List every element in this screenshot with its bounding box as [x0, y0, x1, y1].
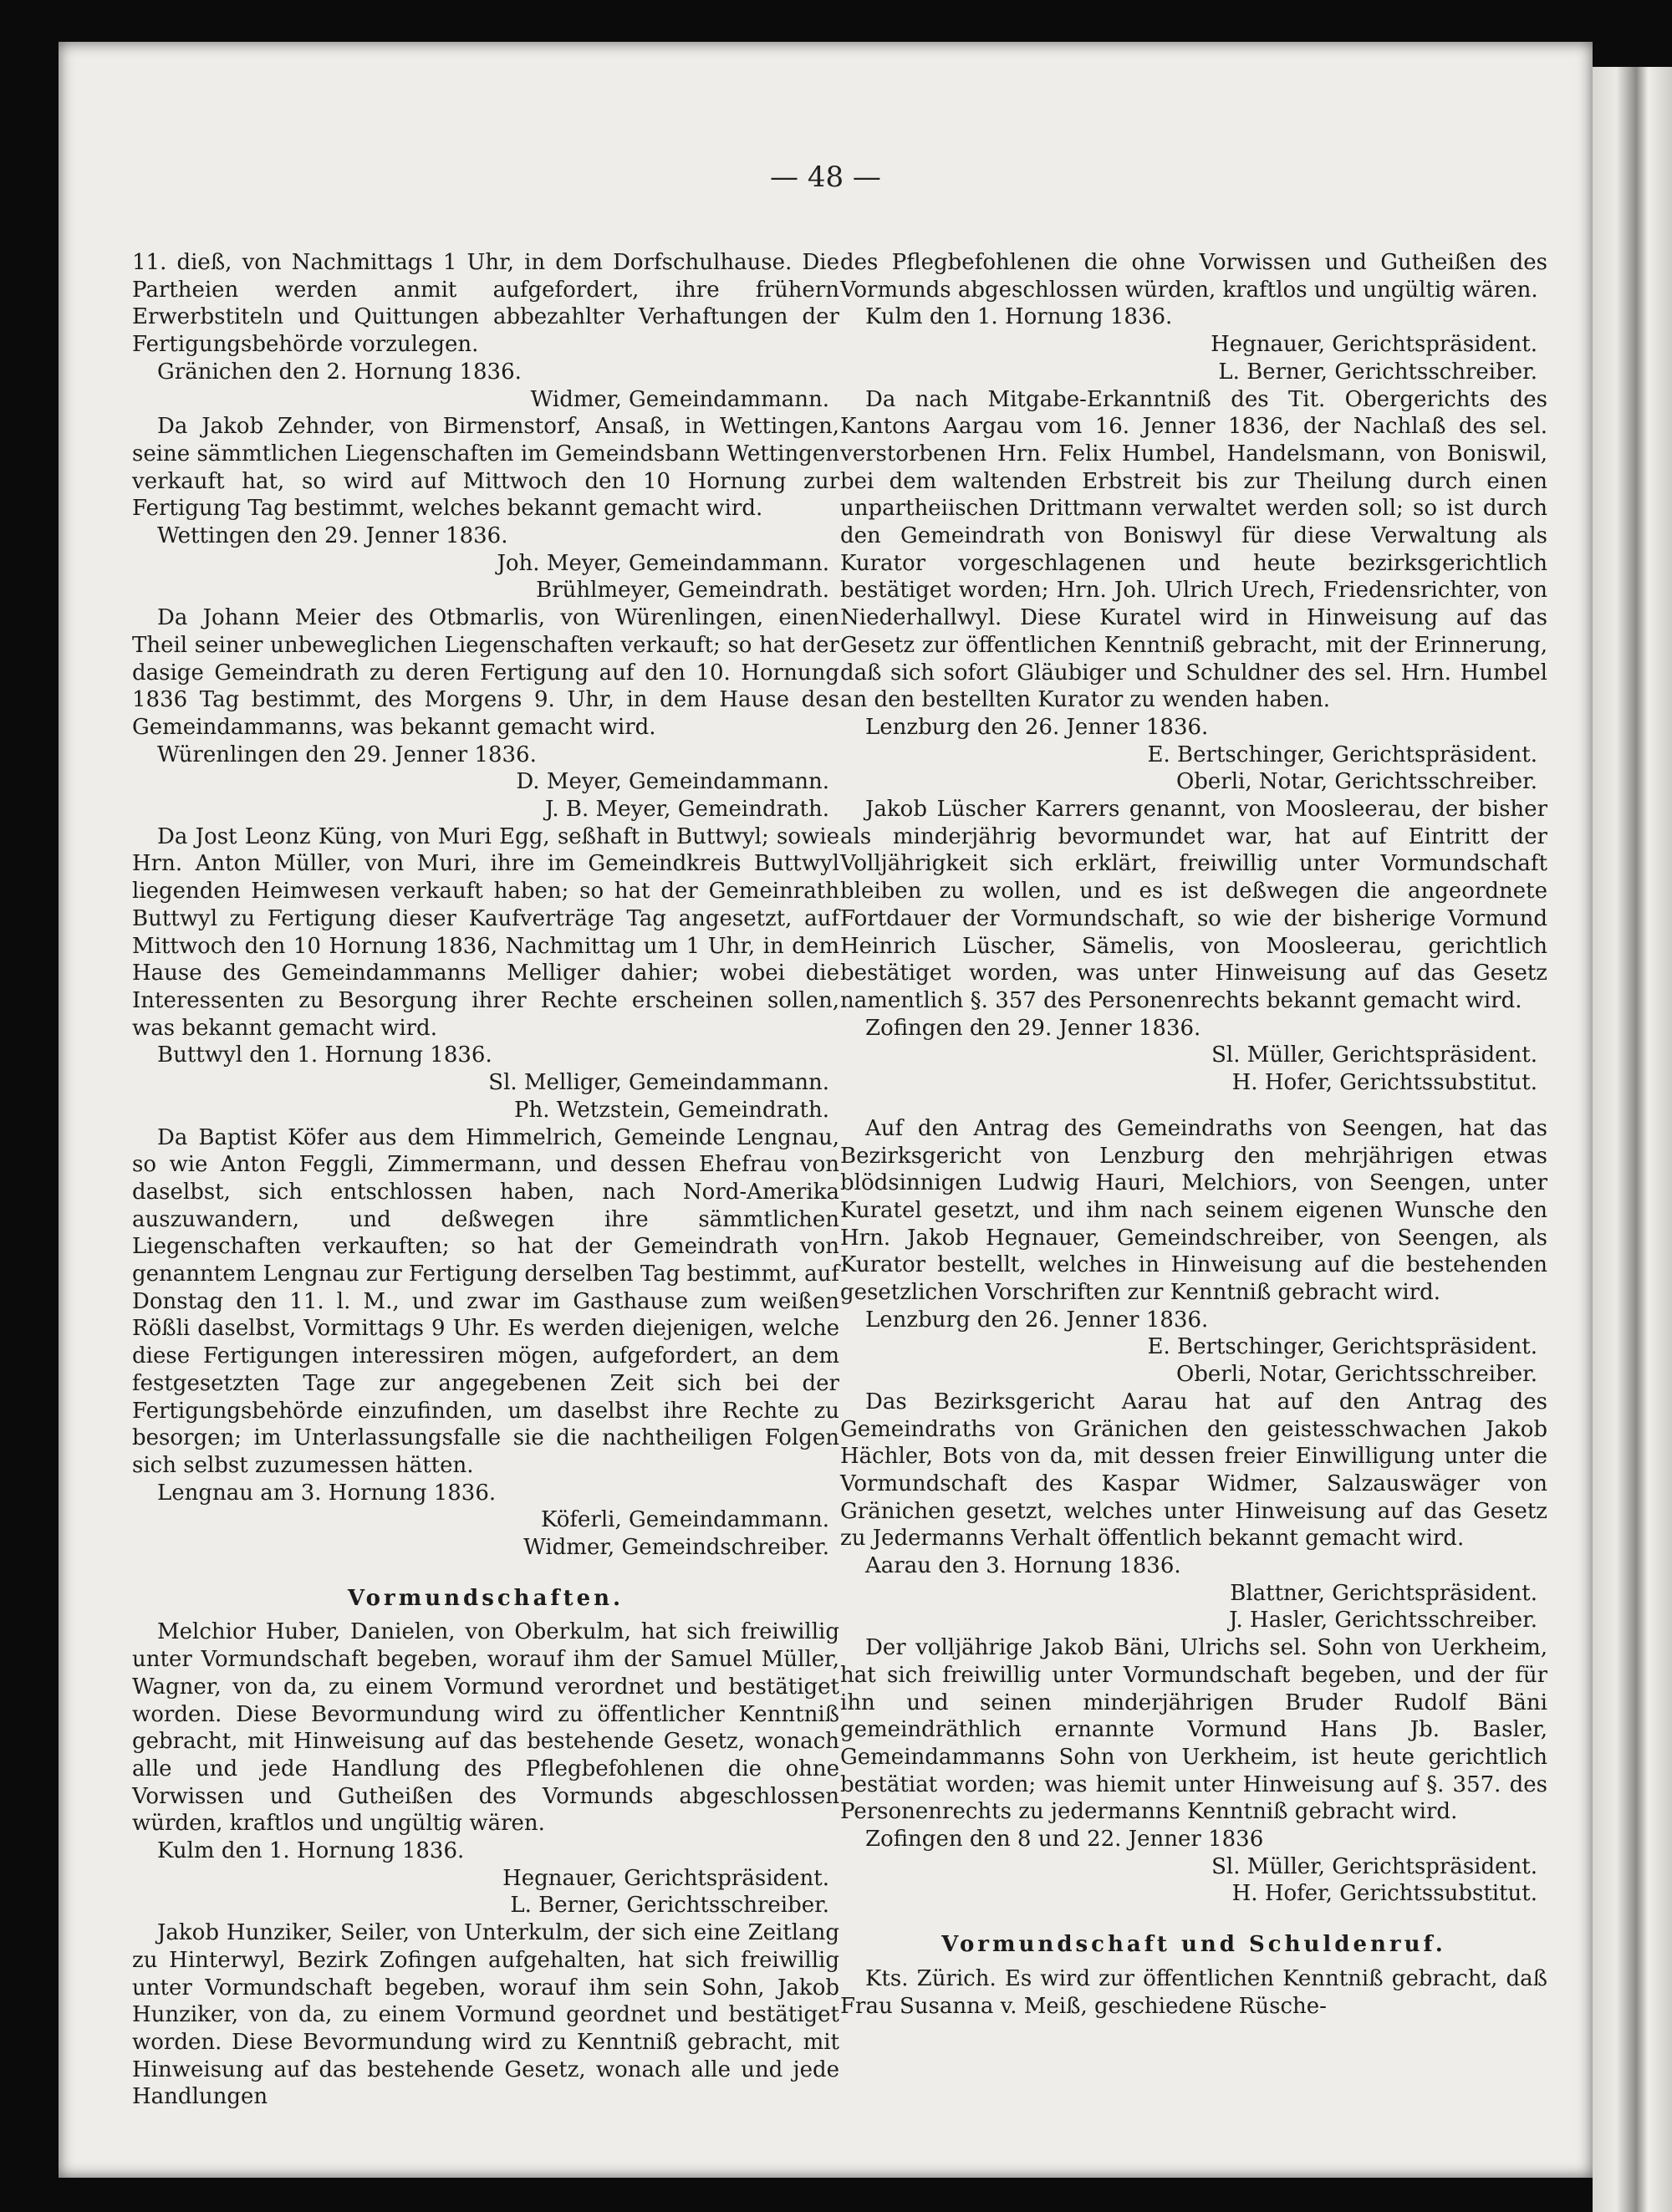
- notice-date: Wettingen den 29. Jenner 1836.: [157, 523, 508, 549]
- notice-signature: H. Hofer, Gerichtssubstitut.: [1231, 1881, 1537, 1907]
- spacer: [840, 1097, 1547, 1115]
- notice-signature: E. Bertschinger, Gerichtspräsident.: [1147, 742, 1537, 767]
- notice-signature: Hegnauer, Gerichtspräsident.: [502, 1865, 829, 1891]
- right-column: [840, 249, 1547, 2020]
- notice-paragraph: Jakob Lüscher Karrers genannt, von Moosleerau, der bisher als minderjährig bevormundet war, hat auf Eintritt der Volljährigkeit sich erklärt, freiwillig unter Vormundschaft bleiben zu wollen, und es ist deßwegen die angeordnete Fortdauer der Vormundschaft, so wie der bisherige Vormund Heinrich Lüscher, Sämelis, von Moosleerau, gerichtlich bestätiget worden, was unter Hinweisung auf das Gesetz namentlich §. 357 des Personenrechts bekannt gemacht wird.: [840, 797, 1547, 1013]
- notice-signature: Oberli, Notar, Gerichtsschreiber.: [1175, 769, 1537, 795]
- notice-signature: Köferli, Gemeindammann.: [541, 1507, 829, 1533]
- notice-date: Gränichen den 2. Hornung 1836.: [157, 359, 522, 385]
- notice-date: Kulm den 1. Hornung 1836.: [157, 1838, 465, 1864]
- notice-date: Buttwyl den 1. Hornung 1836.: [157, 1042, 492, 1068]
- page-edge: [1593, 67, 1672, 2212]
- notice-paragraph: Da Jakob Zehnder, von Birmenstorf, Ansaß, in Wettingen, seine sämmtlichen Liegenschaften im Gemeindsbann Wettingen verkauft hat, so wird auf Mittwoch den 10 Hornung zur Fertigung Tag bestimmt, welches bekannt gemacht wird.: [132, 414, 839, 522]
- notice-date: Lengnau am 3. Hornung 1836.: [157, 1480, 497, 1506]
- document-page: [59, 42, 1593, 2178]
- notice-date: Zofingen den 8 und 22. Jenner 1836: [865, 1827, 1264, 1853]
- notice-signature: J. B. Meyer, Gemeindrath.: [544, 797, 829, 823]
- notice-date: Würenlingen den 29. Jenner 1836.: [157, 742, 537, 767]
- notice-signature: Widmer, Gemeindschreiber.: [523, 1535, 829, 1561]
- notice-signature: L. Berner, Gerichtsschreiber.: [1218, 359, 1537, 385]
- notice-date: Kulm den 1. Hornung 1836.: [865, 304, 1173, 330]
- notice-signature: D. Meyer, Gemeindammann.: [516, 769, 829, 795]
- notice-paragraph: Das Bezirksgericht Aarau hat auf den Antrag des Gemeindraths von Gränichen den geistesschwachen Jakob Hächler, Bots von da, mit dessen freier Einwilligung unter die Vormundschaft des Kaspar Widmer, Salzauswäger von Gränichen gesetzt, welches unter Hinweisung auf das Gesetz zu Jedermanns Verhalt öffentlich bekannt gemacht wird.: [840, 1389, 1547, 1552]
- notice-signature: Ph. Wetzstein, Gemeindrath.: [514, 1097, 829, 1123]
- section-heading: Vormundschaften.: [347, 1585, 624, 1611]
- notice-paragraph: Da nach Mitgabe-Erkanntniß des Tit. Obergerichts des Kantons Aargau vom 16. Jenner 1836, der Nachlaß des sel. verstorbenen Hrn. Felix Humbel, Handelsmann, von Boniswil, bei dem waltenden Erbstreit bis zur Theilung durch einen unpartheiischen Drittmann verwaltet werden soll; so ist durch den Gemeindrath von Boniswyl für diese Verwaltung als Kurator vorgeschlagenen und heute bezirksgerichtlich bestätiget worden; Hrn. Joh. Ulrich Urech, Friedensrichter, von Niederhallwyl. Diese Kuratel wird in Hinweisung auf das Gesetz zur öffentlichen Kenntniß gebracht, mit der Erinnerung, daß sich sofort Gläubiger und Schuldner des sel. Hrn. Humbel an den bestellten Kurator zu wenden haben.: [840, 386, 1547, 713]
- notice-paragraph: Da Jost Leonz Küng, von Muri Egg, seßhaft in Buttwyl; sowie Hrn. Anton Müller, von Muri, ihre im Gemeindkreis Buttwyl liegenden Heimwesen verkauft haben; so hat der Gemeinrath Buttwyl zu Fertigung dieser Kaufverträge Tag angesetzt, auf Mittwoch den 10 Hornung 1836, Nachmittag um 1 Uhr, in dem Hause des Gemeindammanns Melliger dahier; wobei die Interessenten zu Besorgung ihrer Rechte erscheinen sollen, was bekannt gemacht wird.: [132, 823, 839, 1041]
- notice-paragraph: Da Johann Meier des Otbmarlis, von Würenlingen, einen Theil seiner unbeweglichen Liegenschaften verkauft; so hat der dasige Gemeindrath zu deren Fertigung auf den 10. Hornung 1836 Tag bestimmt, des Morgens 9. Uhr, in dem Hause des Gemeindammanns, was bekannt gemacht wird.: [132, 605, 839, 740]
- notice-signature: Widmer, Gemeindammann.: [530, 386, 829, 412]
- notice-paragraph: Auf den Antrag des Gemeindraths von Seengen, hat das Bezirksgericht von Lenzburg den mehrjährigen etwas blödsinnigen Ludwig Hauri, Melchiors, von Seengen, unter Kuratel gesetzt, und ihm nach seinem eigenen Wunsche den Hrn. Jakob Hegnauer, Gemeindschreiber, von Seengen, als Kurator bestellt, welches in Hinweisung auf die bestehenden gesetzlichen Vorschriften zur Kenntniß gebracht wird.: [840, 1115, 1547, 1306]
- notice-signature: Sl. Müller, Gerichtspräsident.: [1211, 1853, 1537, 1879]
- section-heading: Vormundschaft und Schuldenruf.: [941, 1932, 1446, 1958]
- notice-date: Aarau den 3. Hornung 1836.: [865, 1553, 1181, 1579]
- notice-intro: 11. dieß, von Nachmittags 1 Uhr, in dem Dorfschulhause. Die Partheien werden anmit aufgefordert, ihre frühern Erwerbstiteln und Quittungen abbezahlter Verhaftungen der Fertigungsbehörde vorzulegen.: [132, 250, 839, 358]
- notice-signature: H. Hofer, Gerichtssubstitut.: [1231, 1070, 1537, 1096]
- notice-signature: Blattner, Gerichtspräsident.: [1230, 1580, 1537, 1606]
- notice-paragraph: Jakob Hunziker, Seiler, von Unterkulm, der sich eine Zeitlang zu Hinterwyl, Bezirk Zofingen aufgehalten, hat sich freiwillig unter Vormundschaft begeben, worauf ihm sein Sohn, Jakob Hunziker, von da, zu einem Vormund geordnet und bestätiget worden. Diese Bevormundung wird zu Kenntniß gebracht, mit Hinweisung auf das bestehende Gesetz, wonach alle und jede Handlungen: [132, 1920, 839, 2110]
- notice-paragraph: Melchior Huber, Danielen, von Oberkulm, hat sich freiwillig unter Vormundschaft begeben, worauf ihm der Samuel Müller, Wagner, von da, zu einem Vormund verordnet und bestätiget worden. Diese Bevormundung wird zu öffentlicher Kenntniß gebracht, mit Hinweisung auf das bestehende Gesetz, wonach alle und jede Handlung des Pflegbefohlenen die ohne Vorwissen und Gutheißen des Vormunds abgeschlossen würden, kraftlos und ungültig wären.: [132, 1619, 839, 1837]
- left-column: [132, 249, 839, 2111]
- notice-signature: Hegnauer, Gerichtspräsident.: [1211, 332, 1537, 358]
- notice-date: Lenzburg den 26. Jenner 1836.: [865, 1307, 1209, 1333]
- notice-signature: Joh. Meyer, Gemeindammann.: [497, 550, 829, 576]
- notice-date: Lenzburg den 26. Jenner 1836.: [865, 714, 1209, 740]
- notice-signature: Oberli, Notar, Gerichtsschreiber.: [1175, 1362, 1537, 1388]
- notice-signature: J. Hasler, Gerichtsschreiber.: [1229, 1608, 1537, 1634]
- notice-date: Zofingen den 29. Jenner 1836.: [865, 1015, 1201, 1041]
- notice-paragraph: des Pflegbefohlenen die ohne Vorwissen und Gutheißen des Vormunds abgeschlossen würden, kraftlos und ungültig wären.: [840, 250, 1547, 303]
- notice-signature: E. Bertschinger, Gerichtspräsident.: [1147, 1334, 1537, 1360]
- notice-signature: Brühlmeyer, Gemeindrath.: [536, 578, 829, 604]
- notice-paragraph: Da Baptist Köfer aus dem Himmelrich, Gemeinde Lengnau, so wie Anton Feggli, Zimmermann, und dessen Ehefrau von daselbst, sich entschlossen haben, nach Nord-Amerika auszuwandern, und deßwegen ihre sämmtlichen Liegenschaften verkauften; so hat der Gemeindrath von genanntem Lengnau zur Fertigung derselben Tag bestimmt, auf Donstag den 11. l. M., und zwar im Gasthause zum weißen Rößli daselbst, Vormittags 9 Uhr. Es werden diejenigen, welche diese Fertigungen interessiren mögen, aufgefordert, an dem festgesetzten Tage zur angegebenen Zeit sich bei der Fertigungsbehörde einzufinden, um daselbst ihre Rechte zu besorgen; im Unterlassungsfalle sie die nachtheiligen Folgen sich selbst zuzumessen hätten.: [132, 1124, 839, 1478]
- notice-paragraph: Der volljährige Jakob Bäni, Ulrichs sel. Sohn von Uerkheim, hat sich freiwillig unter Vormundschaft begeben, und der für ihn und seinen minderjährigen Bruder Rudolf Bäni gemeindräthlich ernannte Vormund Hans Jb. Basler, Gemeindammanns Sohn von Uerkheim, ist heute gerichtlich bestätiat worden; was hiemit unter Hinweisung auf §. 357. des Personenrechts zu jedermanns Kenntniß gebracht wird.: [840, 1635, 1547, 1825]
- notice-signature: Sl. Melliger, Gemeindammann.: [488, 1070, 829, 1096]
- notice-signature: Sl. Müller, Gerichtspräsident.: [1211, 1042, 1537, 1068]
- notice-signature: L. Berner, Gerichtsschreiber.: [510, 1893, 829, 1919]
- page-number: — 48 —: [770, 161, 881, 194]
- notice-paragraph: Kts. Zürich. Es wird zur öffentlichen Kenntniß gebracht, daß Frau Susanna v. Meiß, geschiedene Rüsche-: [840, 1965, 1547, 2019]
